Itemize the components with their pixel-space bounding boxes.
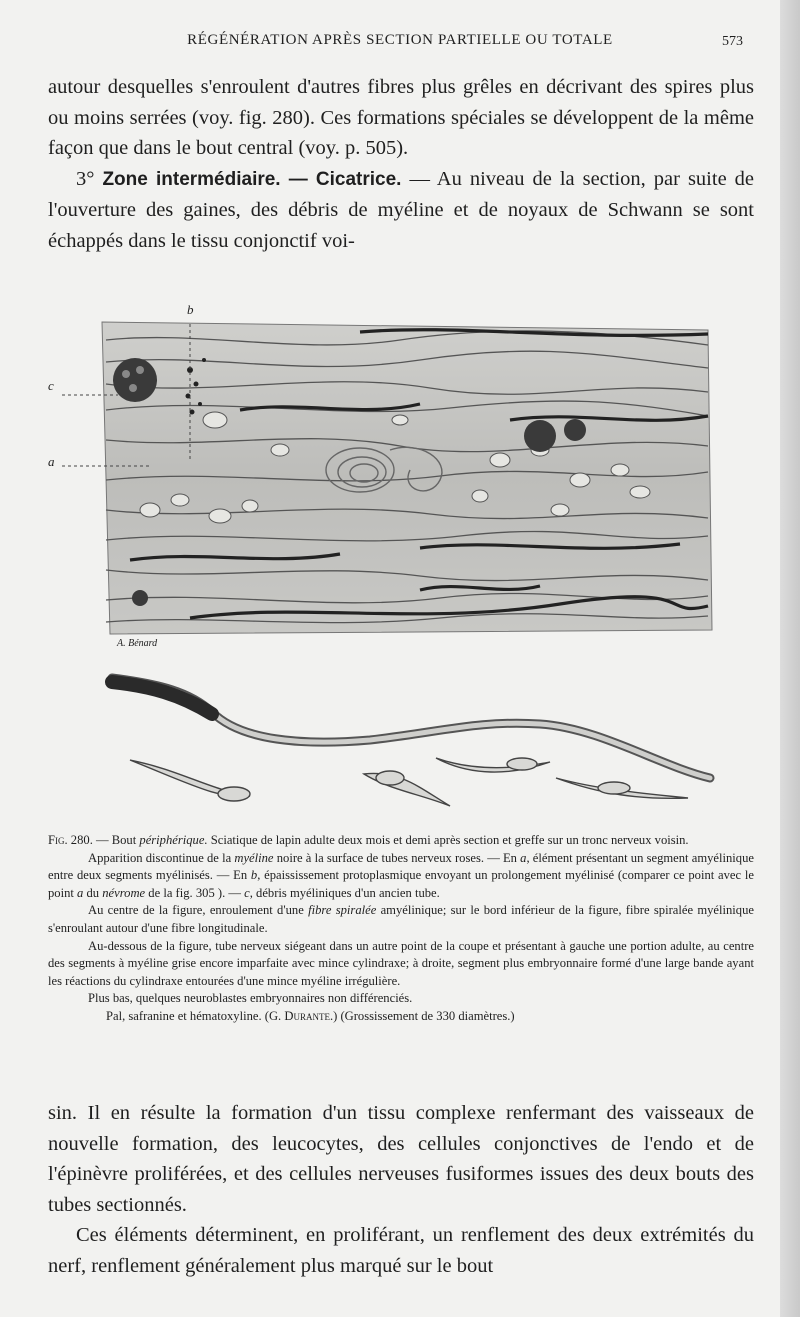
histology-figure — [40, 300, 730, 810]
section-number: 3° — [76, 167, 95, 190]
caption-emphasis: périphérique. — [139, 833, 208, 847]
figure-label-b: b — [187, 302, 194, 317]
caption-fig-label: Fig. 280. — [48, 833, 93, 847]
caption-text: de la fig. 305 ). — — [145, 885, 245, 900]
caption-emphasis: c — [244, 885, 250, 900]
caption-text: , épaississement protoplasmique envoyant un prolongement myélinisé (comparer ce point avec le point — [48, 868, 754, 900]
caption-emphasis: b — [250, 868, 258, 883]
caption-text: du — [83, 885, 103, 900]
caption-text: amyélinique; sur le bord inférieur de la figure, fibre spiralée myélinique s'enroulant autour d'une fibre longitudinale. — [48, 903, 754, 935]
caption-text: Pal, safranine et hématoxyline. (G. — [106, 1008, 285, 1023]
figure-label-a: a — [48, 454, 55, 469]
page-number: 573 — [722, 34, 743, 49]
caption-text: .) (Grossissement de 330 diamètres.) — [329, 1008, 515, 1023]
caption-emphasis: fibre spiralée — [308, 903, 377, 918]
caption-text: Apparition discontinue de la — [88, 850, 235, 865]
nerve-tube — [112, 678, 710, 778]
caption-author: Durante — [284, 1008, 330, 1023]
page-edge — [780, 0, 800, 1317]
caption-paragraph: Plus bas, quelques neuroblastes embryonnaires non différenciés. — [88, 991, 413, 1006]
paragraph: Ces éléments déterminent, en proliférant, un renflement des deux extrémités du nerf, renflement généralement plus marqué sur le bout — [48, 1224, 754, 1277]
paragraph-section-3 — [48, 164, 754, 257]
running-head: RÉGÉNÉRATION APRÈS SECTION PARTIELLE OU TOTALE — [187, 32, 613, 48]
caption-text: Sciatique de lapin adulte deux mois et demi après section et greffe sur un tronc nerveux voisin. — [207, 833, 689, 847]
section-heading: Zone intermédiaire. — Cicatrice. — [102, 168, 402, 190]
caption-text: , débris myéliniques d'un ancien tube. — [249, 885, 440, 900]
paragraph: sin. Il en résulte la formation d'un tissu complexe renfermant des vaisseaux de nouvelle formation, des leucocytes, des cellules conjonctives de l'endo et de l'épinèvre proliférées, et des cellules nerveuses fusiformes issues des deux bouts des tubes sectionnés. — [48, 1102, 754, 1216]
caption-emphasis: a — [77, 885, 84, 900]
caption-credit — [48, 1008, 754, 1026]
caption-emphasis: myéline — [234, 850, 274, 865]
section-text: — Au niveau de la section, par suite de l'ouverture des gaines, des débris de myéline et de noyaux de Schwann se sont échappés dans le tissu conjonctif voi- — [48, 167, 755, 252]
caption-paragraph: Au-dessous de la figure, tube nerveux siégeant dans un autre point de la coupe et présentant à gauche une portion adulte, au centre des segments à myéline grise encore imparfaite avec mince cylindraxe; à droite, segment plus embryonnaire formé d'une large bande ayant les réactions du cylindraxe entourées d'une mince myéline irrégulière. — [48, 938, 754, 988]
page-header — [0, 32, 780, 58]
caption-title — [48, 832, 754, 850]
caption-text: , élément présentant un segment amyélinique entre deux segments myélinisés. — En — [48, 850, 754, 883]
artist-signature: A. Bénard — [117, 638, 158, 649]
body-text-bottom — [48, 1098, 754, 1281]
figure-caption — [48, 832, 754, 1026]
caption-text: — Bout — [92, 833, 140, 847]
caption-paragraph — [48, 850, 754, 903]
caption-emphasis: a — [520, 850, 527, 865]
caption-emphasis: névrome — [102, 885, 146, 900]
caption-paragraph — [48, 902, 754, 937]
body-text-top — [48, 72, 754, 256]
caption-text: Au centre de la figure, enroulement d'une — [88, 903, 309, 918]
nerve-tissue-drawing — [40, 300, 730, 810]
caption-text: noire à la surface de tubes nerveux roses. — En — [273, 850, 521, 865]
tissue-section — [102, 322, 712, 634]
figure-label-c: c — [48, 378, 54, 393]
paragraph: autour desquelles s'enroulent d'autres fibres plus grêles en décrivant des spires plus ou moins serrées (voy. fig. 280). Ces formations spéciales se développent de la même façon que dans le bout central (voy. p. 505). — [48, 76, 754, 159]
